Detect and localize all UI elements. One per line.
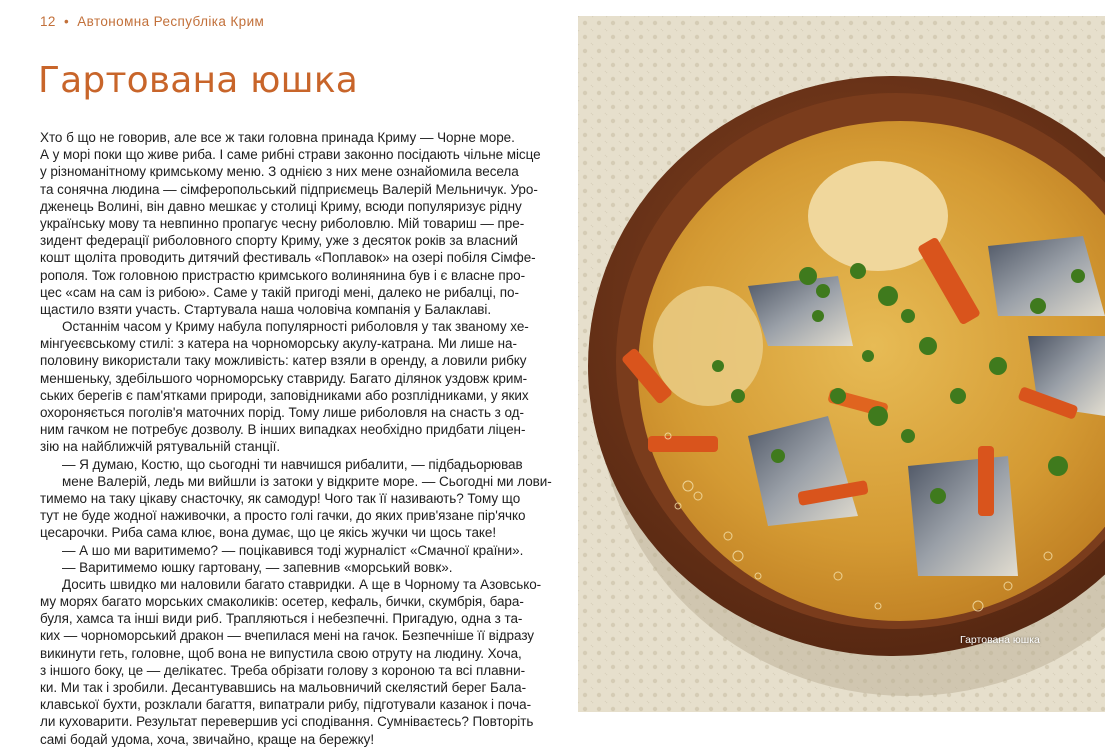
text-line: Хто б що не говорив, але все ж таки головна принада Криму — Чорне море. [40, 130, 515, 145]
text-line: ки. Ми так і зробили. Десантувавшись на мальовничий скелястий берег Бала- [40, 680, 527, 695]
text-line: ним гачком не потребує дозволу. В інших випадках необхідно придбати ліцен- [40, 422, 526, 438]
running-head-separator: • [63, 14, 70, 29]
text-line: тут не буде жодної наживочки, а просто голі гачки, до яких прив'язане пір'ячко [40, 508, 526, 524]
text-line: — А шо ми варитимемо? — поцікавився тоді журналіст «Смачної країни». [62, 542, 524, 558]
running-head [40, 14, 264, 29]
text-line: А у морі поки що живе риба. І саме рибні страви законно посідають чільне місце [40, 147, 541, 163]
text-line: щастило взяти участь. Стартувала наша чоловіча компанія у Балаклаві. [40, 301, 492, 317]
text-line: у різноманітному кримському меню. З однією з них мене ознайомила весела [40, 164, 519, 180]
text-line: зію на найближчій рятувальній станції. [40, 439, 281, 455]
text-line: тимемо на таку цікаву снасточку, як самодур! Чого так її називають? Тому що [40, 490, 521, 506]
text-line: ли куховарити. Результат перевершив усі сподівання. Сумніваєтесь? Повторіть [40, 714, 534, 730]
text-line: українську мову та невпинно пропагує чесну риболовлю. Мій товариш — пре- [40, 215, 525, 231]
text-line: з іншого боку, це — делікатес. Треба обрізати голову з короною та всі плавни- [40, 662, 526, 678]
article-title: Гартована юшка [38, 60, 359, 101]
text-line: мінгуеєвському стилі: з катера на чорноморську акулу-катрана. Ми лише на- [40, 336, 517, 352]
text-line: меншеньку, здебільшого чорноморську ставриду. Багато ділянок уздовж крим- [40, 370, 528, 386]
text-line: кошт щоліта проводить дитячий фестиваль «Поплавок» на озері побіля Сімфе- [40, 250, 536, 266]
photo-caption: Гартована юшка [960, 634, 1040, 646]
article-body [40, 129, 556, 748]
text-line: цесарочки. Риба сама клює, вона думає, що це якісь жучки чи щось таке! [40, 525, 497, 541]
text-line: половину використали таку можливість: катер взяли в оренду, а ловили рибку [40, 353, 527, 369]
text-line: буля, хамса та інші види риб. Трапляються і небезпечні. Пригадую, одна з та- [40, 611, 523, 627]
text-line: Останнім часом у Криму набула популярності риболовля у так званому хе- [62, 319, 529, 335]
soup-bowl-illustration [578, 16, 1105, 712]
text-line: — Я думаю, Костю, що сьогодні ти навчишся рибалити, — підбадьорював [62, 456, 523, 472]
text-line: викинути геть, головне, щоб вона не випустила свою отруту на людину. Хоча, [40, 645, 522, 661]
page-number: 12 [40, 14, 56, 29]
text-line: зидент федерації риболовного спорту Криму, уже з десяток років за власний [40, 233, 518, 249]
text-line: Досить швидко ми наловили багато ставридки. А ще в Чорному та Азовсько- [62, 576, 542, 592]
text-line: рополя. Тож головною пристрастю кримського волинянина був і є власне про- [40, 267, 526, 283]
text-line: клавської бухти, розклали багаття, випатрали рибу, підготували казанок і поча- [40, 697, 532, 713]
soup-photo [578, 16, 1105, 712]
text-line: та сонячна людина — сімферопольський підприємець Валерій Мельничук. Уро- [40, 181, 538, 197]
text-line: ських берегів є пам'ятками природи, заповідниками або розплідниками, у яких [40, 387, 529, 403]
text-line: самі бодай удома, хоча, звичайно, краще на бережку! [40, 731, 375, 747]
text-line: цес «сам на сам із рибою». Саме у такій пригоді мені, далеко не рибалці, по- [40, 284, 519, 300]
text-line: — Варитимемо юшку гартовану, — запевнив «морський вовк». [62, 559, 453, 575]
text-line: мене Валерій, ледь ми вийшли із затоки у відкрите море. — Сьогодні ми лови- [62, 473, 552, 489]
text-line: ких — чорноморський дракон — вчепилася мені на гачок. Безпечніше її відразу [40, 628, 535, 644]
text-line: охороняється поголів'я маточних порід. Тому лише риболовля на снасть з од- [40, 405, 524, 420]
text-line: дженець Волині, він давно мешкає у столиці Криму, всюди популяризує рідну [40, 198, 522, 214]
section-name: Автономна Республіка Крим [77, 14, 265, 29]
text-line: му морях багато морських смаколиків: осетер, кефаль, бички, скумбрія, бара- [40, 594, 524, 610]
